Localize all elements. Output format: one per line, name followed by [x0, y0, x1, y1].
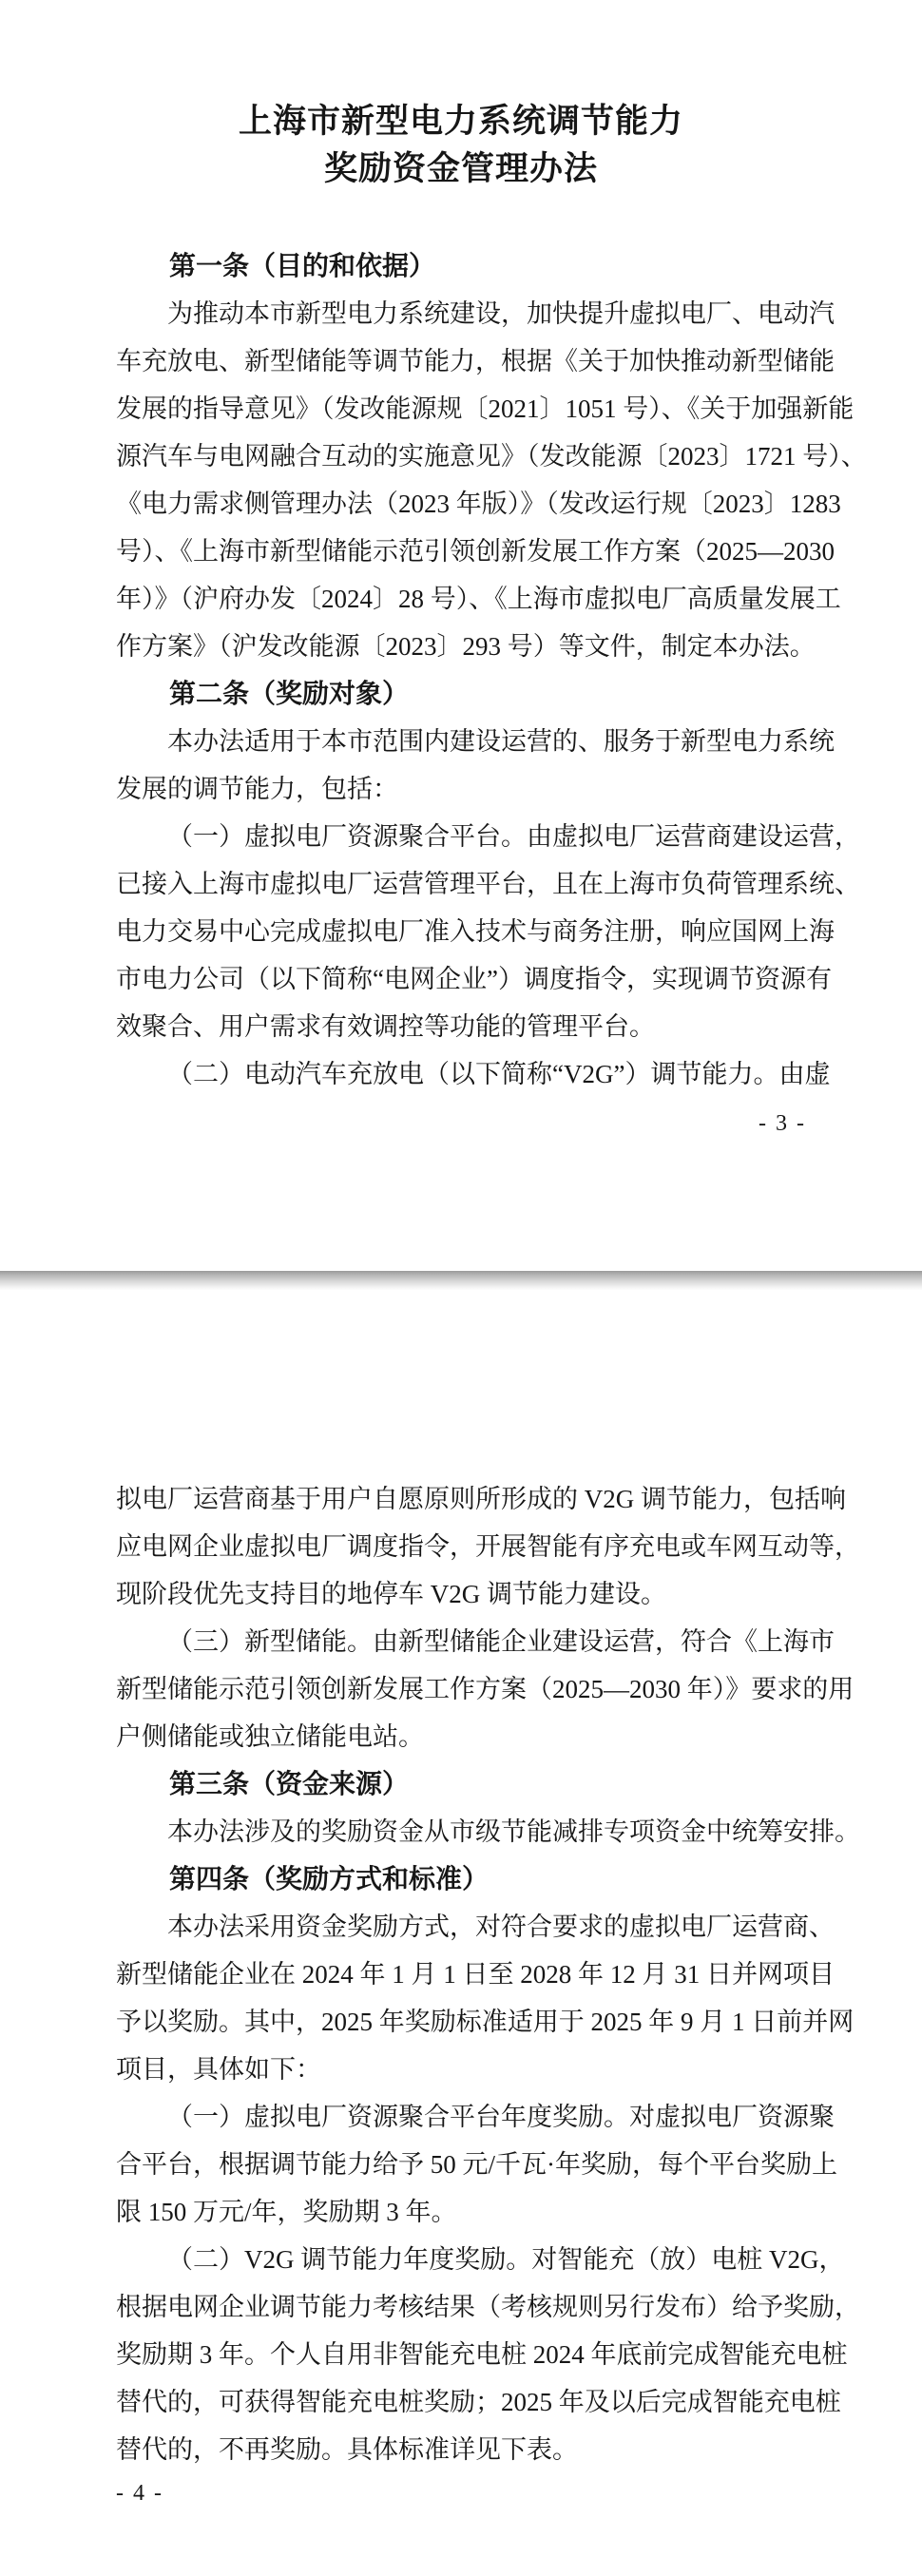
page-4-content: [0, 1290, 922, 2508]
document-line: 年）》（沪府办发〔2024〕28 号）、《上海市虚拟电厂高质量发展工: [116, 585, 841, 613]
page-3-lines: [116, 242, 867, 1098]
document-line: 项目，具体如下：: [116, 2055, 321, 2084]
document-line: （一）虚拟电厂资源聚合平台年度奖励。对虚拟电厂资源聚: [167, 2103, 835, 2131]
document-line: 限 150 万元/年，奖励期 3 年。: [116, 2198, 457, 2226]
document-line: 现阶段优先支持目的地停车 V2G 调节能力建设。: [116, 1580, 666, 1608]
document-line: 为推动本市新型电力系统建设，加快提升虚拟电厂、电动汽: [167, 299, 835, 328]
document-line: 户侧储能或独立储能电站。: [116, 1722, 424, 1751]
document-line: 《电力需求侧管理办法（2023 年版）》（发改运行规〔2023〕1283: [116, 490, 841, 518]
document-line: 效聚合、用户需求有效调控等功能的管理平台。: [116, 1012, 655, 1041]
document-line: 应电网企业虚拟电厂调度指令，开展智能有序充电或车网互动等，: [116, 1532, 860, 1561]
document-line: 已接入上海市虚拟电厂运营管理平台，且在上海市负荷管理系统、: [116, 870, 860, 898]
page-3-content: [0, 0, 922, 1138]
document-line: 新型储能企业在 2024 年 1 月 1 日至 2028 年 12 月 31 日并网项目: [116, 1960, 835, 1989]
document-line: 电力交易中心完成虚拟电厂准入技术与商务注册，响应国网上海: [116, 917, 835, 946]
document-line: 拟电厂运营商基于用户自愿原则所形成的 V2G 调节能力，包括响: [116, 1485, 846, 1513]
document-line: 第四条（奖励方式和标准）: [169, 1864, 490, 1894]
document-line: 第一条（目的和依据）: [169, 251, 436, 280]
document-line: 市电力公司（以下简称“电网企业”）调度指令，实现调节资源有: [116, 965, 832, 993]
document-line: 本办法采用资金奖励方式，对符合要求的虚拟电厂运营商、: [167, 1913, 835, 1941]
page-number-4: - 4 -: [116, 2481, 163, 2506]
document-line: 新型储能示范引领创新发展工作方案（2025—2030 年）》要求的用: [116, 1675, 855, 1703]
document-title-line-1: 上海市新型电力系统调节能力: [238, 103, 683, 140]
document-line: 本办法涉及的奖励资金从市级节能减排专项资金中统筹安排。: [167, 1817, 860, 1846]
document-page-3: [0, 0, 922, 1271]
document-line: 予以奖励。其中，2025 年奖励标准适用于 2025 年 9 月 1 日前并网: [116, 2008, 855, 2036]
document-line: 根据电网企业调节能力考核结果（考核规则另行发布）给予奖励，: [116, 2293, 860, 2321]
document-line: 作方案》（沪发改能源〔2023〕293 号）等文件，制定本办法。: [116, 632, 816, 661]
document-line: 替代的，可获得智能充电桩奖励；2025 年及以后完成智能充电桩: [116, 2388, 841, 2416]
document-line: 合平台，根据调节能力给予 50 元/千瓦·年奖励，每个平台奖励上: [116, 2150, 837, 2179]
document-line: （二）电动汽车充放电（以下简称“V2G”）调节能力。由虚: [167, 1060, 831, 1088]
document-line: （一）虚拟电厂资源聚合平台。由虚拟电厂运营商建设运营，: [167, 822, 860, 851]
document-line: 本办法适用于本市范围内建设运营的、服务于新型电力系统: [167, 727, 835, 756]
document-line: 第三条（资金来源）: [169, 1769, 410, 1798]
document-title-line-2: 奖励资金管理办法: [323, 150, 598, 187]
document-line: 第二条（奖励对象）: [169, 679, 410, 708]
document-line: 号）、《上海市新型储能示范引领创新发展工作方案（2025—2030: [116, 537, 835, 566]
page-4-lines: [116, 1475, 860, 2473]
page-gap-separator: [0, 1271, 922, 1290]
title-spacer: [116, 193, 806, 242]
document-line: （三）新型储能。由新型储能企业建设运营，符合《上海市: [167, 1627, 835, 1656]
document-page-4: [0, 1290, 922, 2576]
document-line: （二）V2G 调节能力年度奖励。对智能充（放）电桩 V2G，: [167, 2245, 845, 2274]
document-line: 奖励期 3 年。个人自用非智能充电桩 2024 年底前完成智能充电桩: [116, 2340, 848, 2369]
document-line: 发展的指导意见》（发改能源规〔2021〕1051 号）、《关于加强新能: [116, 394, 855, 423]
document-line: 源汽车与电网融合互动的实施意见》（发改能源〔2023〕1721 号）、: [116, 442, 867, 471]
document-line: 车充放电、新型储能等调节能力，根据《关于加快推动新型储能: [116, 347, 835, 375]
document-line: 替代的，不再奖励。具体标准详见下表。: [116, 2435, 578, 2464]
document-line: 发展的调节能力，包括：: [116, 775, 398, 803]
page-number-3: - 3 -: [759, 1111, 806, 1136]
